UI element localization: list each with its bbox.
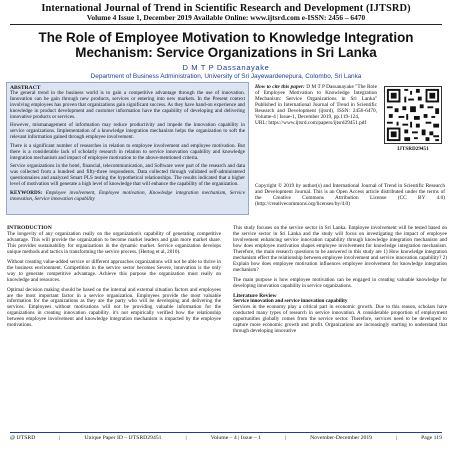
copyright-block bbox=[255, 183, 445, 207]
body-paragraph: The main purpose is how employee motivation can be engaged in creating valuable knowledge for developing innovation capability in service organizations. bbox=[233, 276, 447, 289]
qr-code-icon bbox=[384, 86, 442, 144]
section-heading: INTRODUCTION bbox=[7, 225, 52, 231]
body-paragraph: This study focuses on the service sector in Sri Lanka. Employee involvement will be tested based on the service sector in Sri Lanka and the study will focus on investigating the impact of employee involvement enhancing service innovation capability through knowledge integration mechanism and how does employee motivation shapes employee involvement for knowledge integration mechanism. Therefore, the main research questions to be answered in this study are 1) How knowledge integration mechanism effect the relationship between employee involvement and service innovation capability? 2) Explain how does employee motivation influences employee involvement for knowledge integration mechanism? bbox=[233, 225, 447, 273]
journal-name: International Journal of Trend in Scientific Research and Development (IJTSRD) bbox=[41, 3, 411, 14]
issue-line: Volume 4 Issue 1, December 2019 Available Online: www.ijtsrd.com e-ISSN: 2456 – 6470 bbox=[86, 13, 366, 22]
header-rule bbox=[10, 24, 442, 25]
footer-date: November-December 2019 bbox=[310, 435, 373, 441]
paper-title: The Role of Employee Motivation to Knowledge Integration Mechanism: Service Organizations in Sri Lanka bbox=[38, 30, 414, 60]
abstract-text bbox=[10, 91, 245, 188]
url-label: URL: bbox=[255, 120, 268, 127]
footer-site: @ IJTSRD bbox=[10, 435, 36, 441]
footer-divider: | bbox=[185, 435, 187, 441]
paper-id-label: IJTSRD29451 bbox=[397, 146, 429, 152]
body-left-column bbox=[7, 226, 221, 333]
keywords-list: Employee involvement, Employee motivation, Knowledge integration mechanism, Service innovation, Service innovation capability bbox=[10, 189, 245, 202]
footer-paper-id: Unique Paper ID – IJTSRD29451 bbox=[84, 435, 162, 441]
footer-divider: | bbox=[59, 435, 61, 441]
abstract-paragraph: However, mismanagement of information may reduce productivity and impede the innovation capability in service organizations. Implementation of a knowledge integration mechanism helps the organization to soft the relevant information gained through employee involvement. bbox=[10, 122, 245, 141]
citation-block bbox=[255, 84, 445, 152]
citation-text bbox=[255, 84, 377, 120]
body-paragraph: Without creating value-added service or different approaches organizations will not be able to thrive in the business environment. Competition in the service sector becomes Severe, innovation is the only way to generate competitive advantage. Achieve this purpose the organization must really on knowledge and resources. bbox=[7, 258, 221, 283]
subsection-heading: Service innovation and service innovation capability bbox=[233, 298, 348, 305]
footer-rule bbox=[10, 432, 442, 433]
keywords bbox=[10, 191, 245, 203]
page-footer bbox=[10, 435, 442, 442]
author-name: D M T P Dassanayake bbox=[182, 63, 270, 72]
abstract-paragraph: The general trend in the business world is to gain a competitive advantage through the use of innovation. Innovation can be gain through new products, services or entering into new markets. In the Present context involving employees has proven that organizations gain significant success. As they have hand-on experience and knowledge in product development and customer information have the capability of developing and delivering innovative products or services. bbox=[10, 90, 245, 120]
section-heading: Literature Review bbox=[233, 292, 277, 299]
citation-body: D M T P Dassanayake "The Role of Employee Motivation to Knowledge Integration Mechanism: Service Organizations in Sri Lanka" Published in International Journal of Trend in Scientific Research and Development (ijtsrd), ISSN: 2456-6470, Volume-4 | Issue-1, December 2019, pp.119-124, bbox=[255, 84, 378, 121]
abstract-box bbox=[6, 82, 249, 215]
keywords-label: KEYWORDS: bbox=[10, 189, 43, 196]
citation-heading: How to cite this paper: bbox=[255, 84, 305, 90]
abstract-heading: ABSTRACT bbox=[10, 85, 41, 91]
author-affiliation: Department of Business Administration, University of Sri Jayewardenepura, Colombo, Sri Lanka bbox=[90, 73, 362, 80]
body-paragraph: Optimal decision making should be based on the internal and external situation factors and employees are the most important factor in a service organization. Employees provide the most valuable information for the organizations as they are the party who will be developing and delivering the services. Employees without motivations will not be providing valuable information for the organizations in creating innovation capability. it's not empirically verified how the relationship between employee involvement and knowledge integration mechanism is impacted by the employee motivations. bbox=[7, 286, 221, 329]
abstract-paragraph: Service organizations in the hotel, financial, telecommunication, and Software were part of the research and data was collected from a hundred and fifty-three respondents. Data collected through validated self-administered questionnaires and analyzed Smart PLS testing the hypothetical relationships. The results indicated that a higher level of motivation will generate a high level of knowledge that will enhance the capability of the organization. bbox=[10, 163, 245, 188]
body-right-column bbox=[233, 226, 447, 339]
paper-url-link[interactable]: https://www.ijtsrd.com/papers/ijtsrd29451.pdf bbox=[268, 120, 367, 127]
copyright-text: Copyright © 2019 by author(s) and International Journal of Trend in Scientific Research and Development Journal. This is an Open Access article distributed under the terms of the Creative Commons Attribution License (CC BY 4.0) (http://creativecommons.org/licenses/by/4.0) bbox=[255, 183, 445, 208]
footer-divider: | bbox=[396, 435, 398, 441]
body-paragraph: Services in the economy play a critical part in economic growth. Due to this reason, scholars have conducted many types of research in service innovation. A considerable proportion of employment opportunities globally comes from the service sector. Therefore, services need to be developed to capture more economic growth and profit. Organizations are increasingly starting to understand that through developing innovative bbox=[233, 304, 447, 335]
footer-divider: | bbox=[284, 435, 287, 441]
abstract-paragraph: There is a significant number of researches in relation to employee involvement and employee motivation. But there is a considerable lack of scholarly research in relation to service innovation capability and knowledge integration mechanism and impact of employee motivation to the above-mentioned criteria. bbox=[10, 142, 245, 161]
body-paragraph: The longevity of any organization really on the organization's capability of generating competitive advantage. This will provide the organization to become market leaders and gain more market share. This provides sustainability for organizations in the dynamic market. Service organization develops unique methods and tactics in transforming the service process. (Hertog et al, 2010). bbox=[7, 230, 221, 255]
footer-page: Page 119 bbox=[421, 435, 442, 441]
footer-volume: Volume – 4 | Issue – 1 bbox=[210, 435, 261, 441]
